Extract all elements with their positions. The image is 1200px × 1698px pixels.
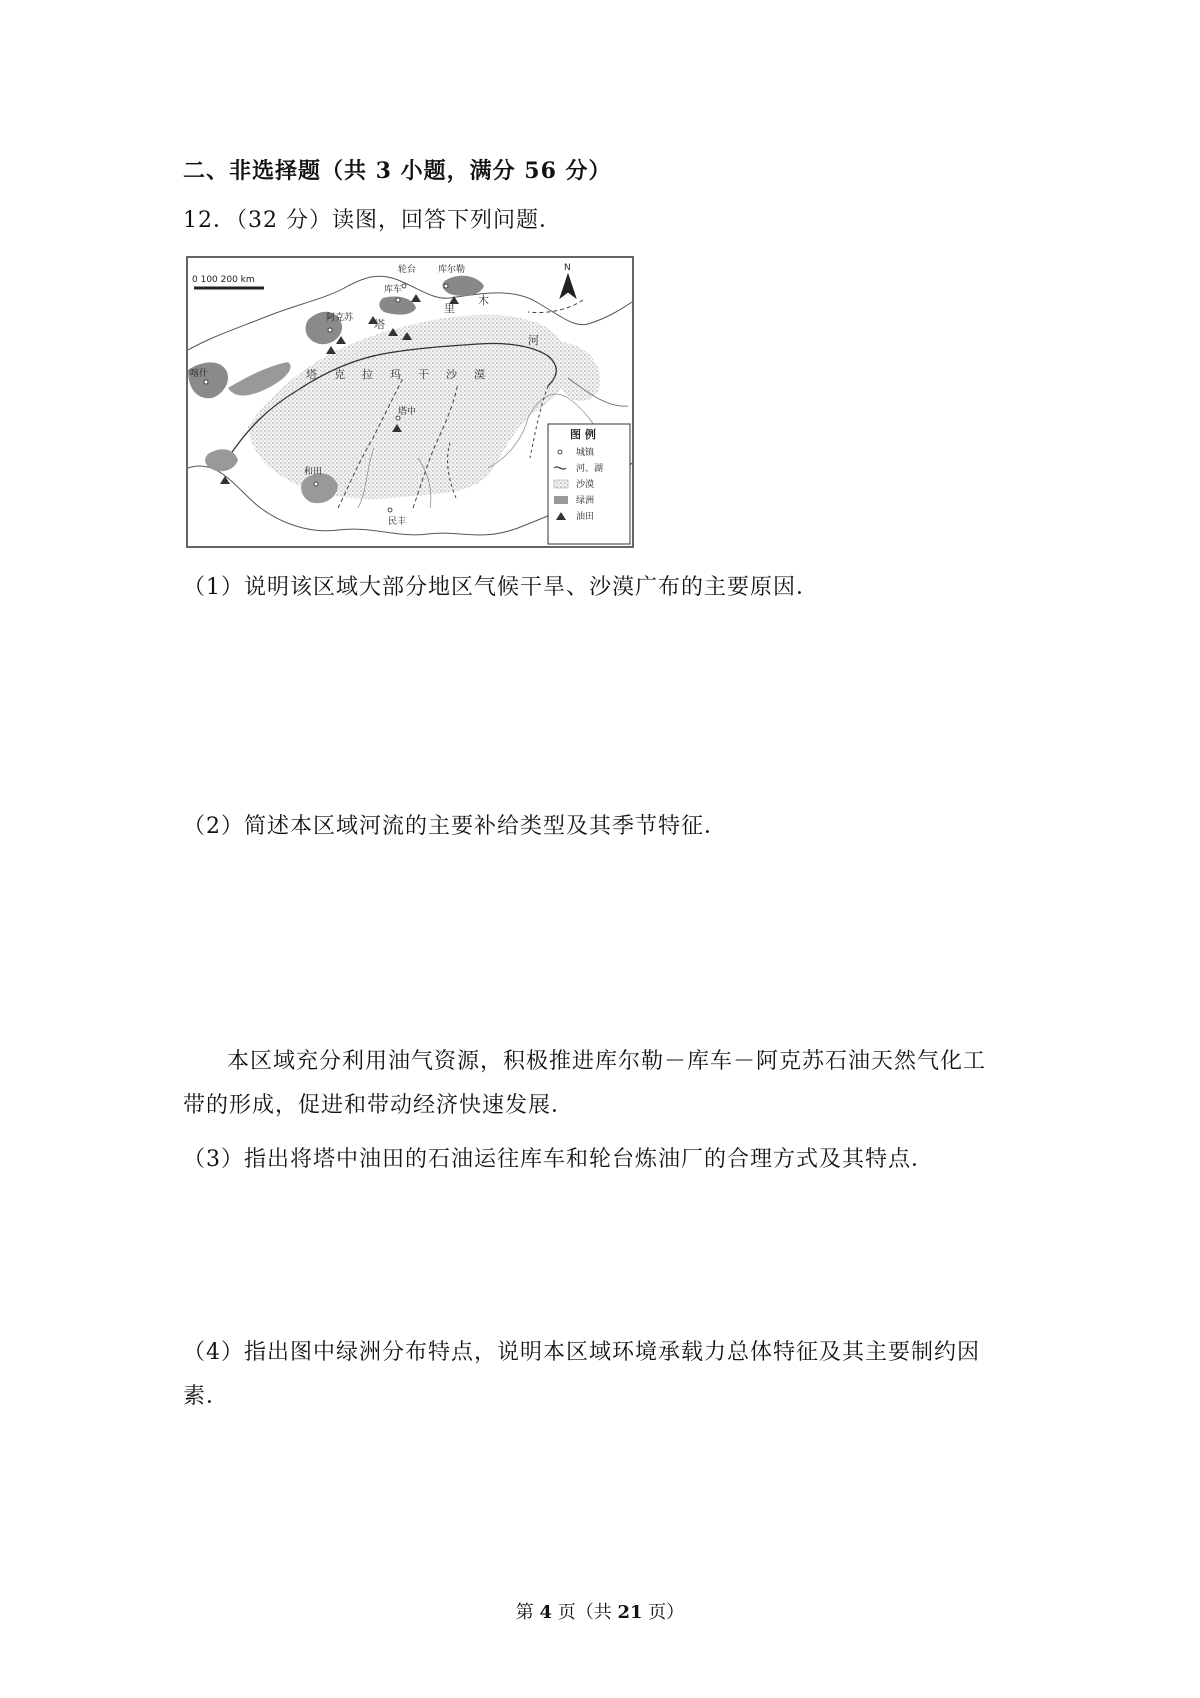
city-akesu: 阿克苏 bbox=[326, 313, 354, 323]
subquestion-4 bbox=[183, 1331, 1033, 1419]
section-title: 二、非选择题（共 3 小题，满分 56 分） bbox=[183, 158, 612, 184]
river-char: 河 bbox=[528, 334, 539, 347]
town-marker bbox=[396, 298, 400, 302]
city-tazhong: 塔中 bbox=[398, 407, 417, 417]
map-figure bbox=[188, 258, 632, 546]
north-label: N bbox=[564, 263, 571, 273]
oasis-kuerle bbox=[443, 276, 484, 296]
oasis-hetian bbox=[301, 473, 338, 503]
oil-field-icon bbox=[411, 294, 421, 302]
scale-label: 0 100 200 km bbox=[192, 275, 255, 285]
footer-page-number: 4 bbox=[539, 1602, 552, 1623]
legend-title: 图 例 bbox=[570, 428, 596, 441]
intro-line-2: 带的形成，促进和带动经济快速发展． bbox=[183, 1093, 575, 1118]
desert-char: 克 bbox=[334, 368, 345, 381]
legend-item: 沙漠 bbox=[576, 480, 595, 490]
city-hetian: 和田 bbox=[304, 467, 323, 477]
desert-char: 塔 bbox=[306, 368, 317, 381]
town-marker bbox=[444, 284, 448, 288]
footer-prefix: 第 bbox=[515, 1602, 540, 1623]
legend-item: 河、湖 bbox=[576, 464, 604, 474]
legend-item: 油田 bbox=[576, 512, 595, 522]
desert-char: 拉 bbox=[362, 368, 373, 381]
town-marker bbox=[388, 508, 392, 512]
footer-total-pages: 21 bbox=[617, 1602, 643, 1623]
legend-item: 绿洲 bbox=[576, 496, 595, 506]
subquestion-1: （1）说明该区域大部分地区气候干旱、沙漠广布的主要原因． bbox=[183, 575, 819, 600]
town-marker bbox=[314, 482, 318, 486]
river-char: 塔 bbox=[374, 318, 385, 331]
city-kashi: 喀什 bbox=[190, 369, 209, 379]
oasis-kashi bbox=[188, 362, 228, 398]
desert-char: 沙 bbox=[446, 368, 457, 381]
city-luntai: 轮台 bbox=[398, 265, 417, 275]
river-char: 里 bbox=[444, 302, 455, 315]
desert-char: 漠 bbox=[474, 368, 485, 381]
oil-field-icon bbox=[220, 476, 230, 484]
city-kuerle: 库尔勒 bbox=[438, 265, 466, 275]
river-char: 木 bbox=[478, 294, 489, 307]
oil-field-icon bbox=[326, 346, 336, 354]
legend-desert-icon bbox=[554, 480, 568, 488]
question-header: 12．（32 分）读图，回答下列问题． bbox=[183, 208, 562, 233]
oasis-south-west bbox=[205, 449, 238, 471]
legend-item: 城镇 bbox=[576, 448, 595, 458]
page-footer bbox=[0, 1598, 1200, 1624]
intro-paragraph bbox=[183, 1040, 1033, 1128]
town-marker bbox=[204, 380, 208, 384]
city-minfeng: 民丰 bbox=[388, 517, 407, 527]
legend-oasis-icon bbox=[554, 496, 568, 504]
footer-suffix: 页） bbox=[642, 1602, 685, 1623]
city-kuche: 库车 bbox=[384, 285, 403, 295]
subquestion-3: （3）指出将塔中油田的石油运往库车和轮台炼油厂的合理方式及其特点． bbox=[183, 1147, 934, 1172]
desert-char: 干 bbox=[418, 368, 429, 381]
intro-line-1: 本区域充分利用油气资源，积极推进库尔勒－库车－阿克苏石油天然气化工 bbox=[227, 1049, 987, 1074]
legend-town-icon bbox=[558, 450, 562, 454]
north-arrow-icon bbox=[560, 274, 576, 298]
subquestion-4-line-1: （4）指出图中绿洲分布特点，说明本区域环境承载力总体特征及其主要制约因 bbox=[183, 1340, 980, 1365]
town-marker bbox=[402, 284, 406, 288]
subquestion-2: （2）简述本区域河流的主要补给类型及其季节特征． bbox=[183, 814, 727, 839]
subquestion-4-line-2: 素． bbox=[183, 1384, 230, 1409]
town-marker bbox=[328, 328, 332, 332]
tarim-basin-map bbox=[186, 256, 634, 548]
footer-middle: 页（共 bbox=[552, 1602, 618, 1623]
desert-char: 玛 bbox=[390, 368, 401, 381]
